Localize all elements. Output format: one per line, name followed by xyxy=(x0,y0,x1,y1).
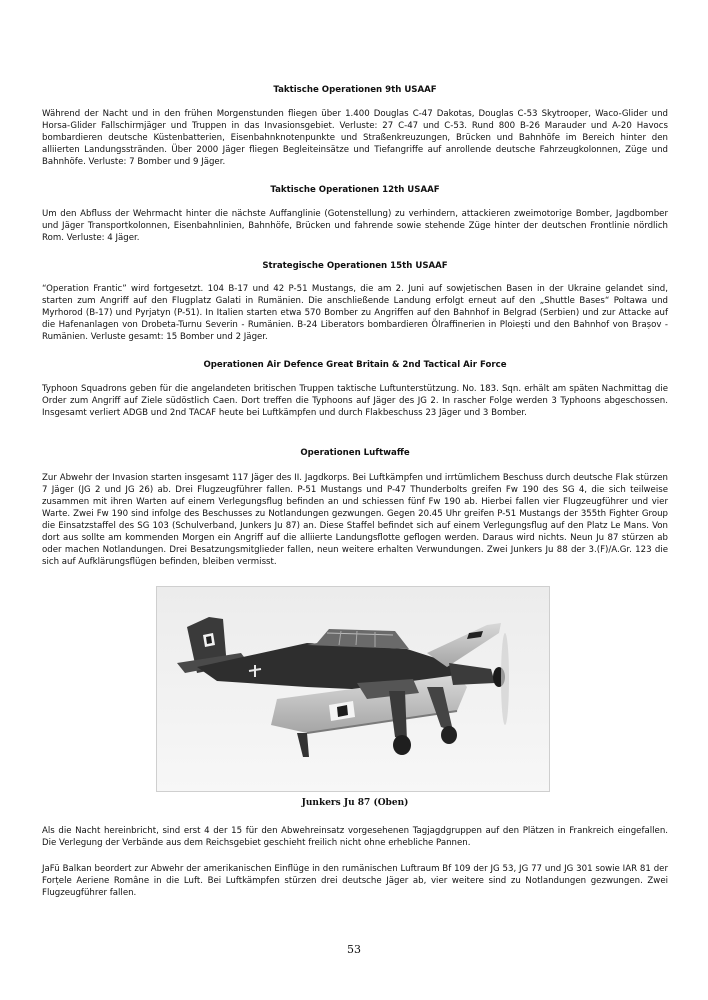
section-15th-usaaf xyxy=(42,260,668,272)
section-luftwaffe-body xyxy=(42,472,668,568)
section-12th-usaaf xyxy=(42,184,668,196)
section-paragraph: Typhoon Squadrons geben für die angelandeten britischen Truppen taktische Luftunterstützung. No. 183. Sqn. erhält am späten Nachmittag die Order zum Angriff auf Ziele südöstlich Caen. Dort treffen die Typhoons auf Jäger des JG 2. In rascher Folge werden 3 Typhoons abgeschossen. Insgesamt verliert ADGB und 2nd TACAF heute bei Luftkämpfen und durch Flakbeschuss 23 Jäger und 3 Bomber. xyxy=(42,384,668,418)
section-12th-usaaf-body xyxy=(42,208,668,244)
section-paragraph: Während der Nacht und in den frühen Morgenstunden fliegen über 1.400 Douglas C-47 Dakotas, Douglas C-53 Skytrooper, Waco-Glider und Horsa-Glider Fallschirmjäger und Truppen in das Invasionsgebiet. Verluste: 27 C-47 und C-53. Rund 800 B-26 Marauder und A-20 Havocs bombardieren deutsche Küstenbatterien, Eisenbahnknotenpunkte und Straßenkreuzungen, Brücken und Bahnhöfe im Bereich hinter den alliierten Landungsstränden. Über 2000 Jäger fliegen Begleiteinsätze und Tiefangriffe auf anrollende deutsche Fahrzeugkolonnen, Züge und Bahnhöfe. Verluste: 7 Bomber und 9 Jäger. xyxy=(42,109,668,167)
section-9th-usaaf-body xyxy=(42,108,668,168)
ju87-aircraft-illustration xyxy=(157,587,549,791)
figure-caption: Junkers Ju 87 (Oben) xyxy=(301,798,409,808)
post-figure-paragraph-1 xyxy=(42,825,668,849)
section-heading: Operationen Air Defence Great Britain & 2nd Tactical Air Force xyxy=(203,360,507,370)
section-paragraph: Um den Abfluss der Wehrmacht hinter die nächste Auffanglinie (Gotenstellung) zu verhindern, attackieren zweimotorige Bomber, Jagdbomber und Jäger Transportkolonnen, Eisenbahnlinien, Bahnhöfe, Brücken und fahrende sowie stehende Züge hinter der deutschen Frontlinie nördlich Rom. Verluste: 4 Jäger. xyxy=(42,209,668,243)
section-paragraph: Zur Abwehr der Invasion starten insgesamt 117 Jäger des II. Jagdkorps. Bei Luftkämpfen und irrtümlichem Beschuss durch deutsche Flak stürzen 7 Jäger (JG 2 und JG 26) ab. Drei Flugzeugführer fallen. P-51 Mustangs und P-47 Thunderbolts greifen Fw 190 des SG 4, die sich teilweise zusammen mit ihren Warten auf einem Verlegungsflug befinden an und schiessen fünf Fw 190 ab. Hierbei fallen vier Flugzeugführer und vier Warte. Zwei Fw 190 sind infolge des Beschusses zu Notlandungen gezwungen. Gegen 20.45 Uhr greifen P-51 Mustangs der 355th Fighter Group die Einsatzstaffel des SG 103 (Schulverband, Junkers Ju 87) an. Diese Staffel befindet sich auf einem Verlegungsflug auf den Platz Le Mans. Von dort aus sollte am kommenden Morgen ein Angriff auf die alliierte Landungsflotte geflogen werden. Daraus wird nichts. Neun Ju 87 stürzen ab oder machen Notlandungen. Drei Besatzungsmitglieder fallen, neun weitere erhalten Verwundungen. Zwei Junkers Ju 88 der 3.(F)/A.Gr. 123 die sich auf Aufklärungsflügen befinden, bleiben vermisst. xyxy=(42,473,668,567)
section-heading: Operationen Luftwaffe xyxy=(300,448,410,458)
page-number: 53 xyxy=(347,943,361,956)
paragraph: Als die Nacht hereinbricht, sind erst 4 der 15 für den Abwehreinsatz vorgesehenen Tagjagdgruppen auf den Plätzen in Frankreich eingefallen. Die Verlegung der Verbände aus dem Reichsgebiet geschieht freilich nicht ohne erhebliche Pannen. xyxy=(42,826,668,848)
section-adgb-2tacaf-body xyxy=(42,383,668,419)
paragraph: JaFü Balkan beordert zur Abwehr der amerikanischen Einflüge in den rumänischen Luftraum Bf 109 der JG 53, JG 77 und JG 301 sowie IAR 81 der Forțele Aeriene Române in die Luft. Bei Luftkämpfen stürzen drei deutsche Jäger ab, vier weitere sind zu Notlandungen gezwungen. Zwei Flugzeugführer fallen. xyxy=(42,864,668,898)
post-figure-paragraph-2 xyxy=(42,863,668,899)
section-heading: Taktische Operationen 9th USAAF xyxy=(273,85,437,95)
section-heading: Strategische Operationen 15th USAAF xyxy=(262,261,448,271)
aircraft-photo xyxy=(156,586,550,792)
section-adgb-2tacaf xyxy=(42,359,668,371)
section-paragraph: “Operation Frantic” wird fortgesetzt. 104 B-17 und 42 P-51 Mustangs, die am 2. Juni auf sowjetischen Basen in der Ukraine gelandet sind, starten zum Angriff auf den Flugplatz Galati in Rumänien. Die anschließende Landung erfolgt erneut auf den „Shuttle Bases“ Poltawa und Myrhorod (B-17) und Pyrjatyn (P-51). In Italien starten etwa 570 Bomber zu Angriffen auf den Bahnhof in Belgrad (Serbien) und zur Attacke auf die Hafenanlagen von Drobeta-Turnu Severin - Rumänien. B-24 Liberators bombardieren Ölraffinerien in Ploiești und den Bahnhof von Brașov - Rumänien. Verluste gesamt: 15 Bomber und 2 Jäger. xyxy=(42,284,668,342)
section-15th-usaaf-body xyxy=(42,283,668,343)
section-luftwaffe xyxy=(42,447,668,459)
section-9th-usaaf xyxy=(42,84,668,96)
section-heading: Taktische Operationen 12th USAAF xyxy=(270,185,440,195)
